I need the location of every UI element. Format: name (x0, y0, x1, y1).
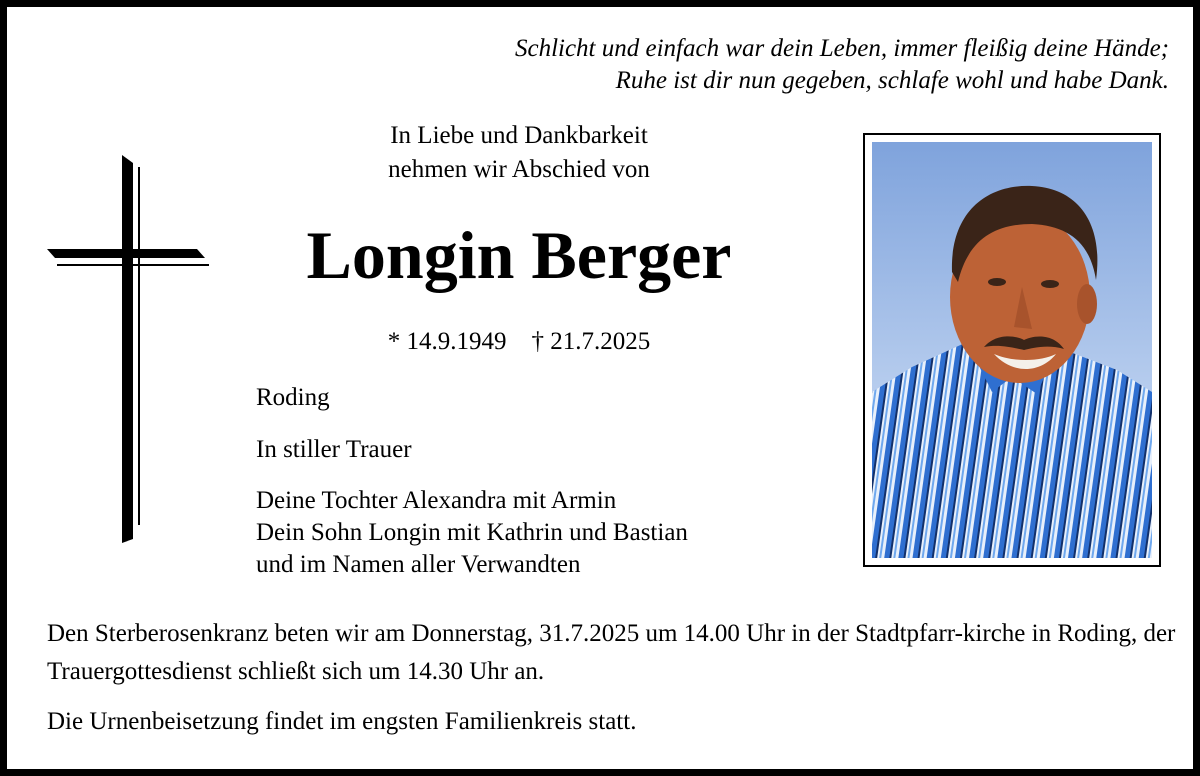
mourning-text: In stiller Trauer (256, 436, 412, 463)
family-line: Deine Tochter Alexandra mit Armin (256, 487, 617, 514)
intro-text (307, 119, 731, 187)
family-line: Dein Sohn Longin mit Kathrin und Bastian (256, 519, 688, 546)
service-notes (47, 615, 1177, 741)
service-info: Den Sterberosenkranz beten wir am Donnerstag, 31.7.2025 um 14.00 Uhr in der Stadtpfarr-kirche in Roding, der Trauergottesdienst schließt sich um 14.30 Uhr an. (47, 620, 1176, 685)
place: Roding (256, 384, 330, 411)
cross-icon (47, 155, 211, 548)
birth-date: * 14.9.1949 (387, 328, 507, 355)
poem (349, 33, 1169, 97)
portrait-frame (863, 133, 1161, 567)
burial-info: Die Urnenbeisetzung findet im engsten Familienkreis statt. (47, 708, 637, 735)
poem-line-2: Ruhe ist dir nun gegeben, schlafe wohl und habe Dank. (615, 67, 1169, 94)
deceased-name: Longin Berger (306, 217, 732, 293)
portrait-photo (872, 142, 1152, 558)
life-dates (307, 325, 731, 359)
intro-line-2: nehmen wir Abschied von (388, 156, 650, 183)
family-list (256, 485, 688, 581)
death-date: † 21.7.2025 (531, 328, 651, 355)
intro-line-1: In Liebe und Dankbarkeit (390, 122, 648, 149)
poem-line-1: Schlicht und einfach war dein Leben, immer fleißig deine Hände; (514, 35, 1169, 62)
family-line: und im Namen aller Verwandten (256, 551, 581, 578)
